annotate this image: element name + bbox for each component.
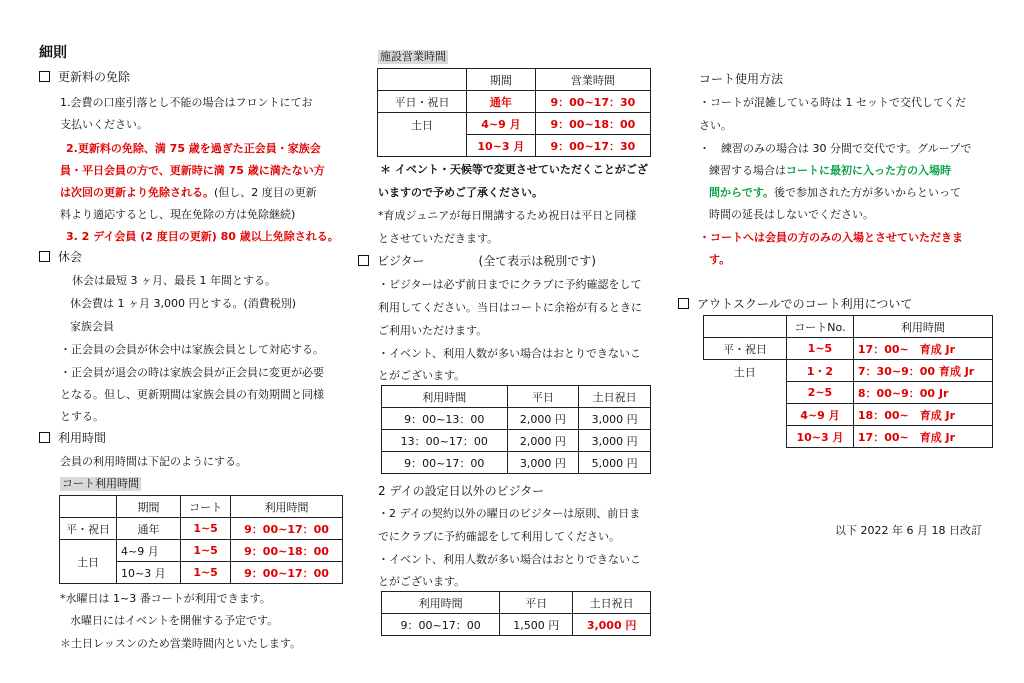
table-cell: 9：00~17：00 [382,614,500,636]
renewal-line: 料より適応するとし、現在免除の方は免除継続) [60,208,296,221]
table-header: 土日祝日 [573,592,651,614]
visitor-line: とがございます。 [378,369,466,382]
table-cell: 17：00~ 育成 Jr [853,338,992,360]
table-cell: 9：00~17：30 [535,91,650,113]
table-header: 利用時間 [231,496,343,518]
page-title: 細則 [39,45,67,61]
leave-line: 休会は最短 3 ヶ月、最長 1 年間とする。 [72,274,276,287]
table-cell: 3,000 円 [573,614,651,636]
table-header [704,316,787,338]
checkbox-icon [39,71,50,82]
twoday-line: ・イベント、利用人数が多い場合はおとりできないこ [378,553,642,566]
renewal-red-line [60,186,317,200]
checkbox-icon [39,432,50,443]
table-header: コート [181,496,231,518]
table-cell: 2~5 [787,382,854,404]
renewal-note: (但し、2 度目の更新 [214,186,317,199]
visitor-heading-text: ビジター [377,254,425,268]
table-row [378,91,651,113]
table-cell: 9：00~17：00 [382,452,508,474]
method-line: 時間の延長はしないでください。 [709,208,874,221]
renewal-heading-text: 更新料の免除 [58,70,131,84]
checkbox-icon [678,298,689,309]
table-cell: 平・祝日 [60,518,117,540]
table-cell: 10~3 月 [467,135,536,157]
twoday-heading: 2 デイの設定日以外のビジター [378,484,545,498]
method-line: ・コートが混雑している時は 1 セットで交代してくだ [699,96,966,109]
table-cell: 1~5 [181,518,231,540]
table-cell: 平日・祝日 [378,91,467,113]
table-cell: 13：00~17：00 [382,430,508,452]
method-red-line: す。 [709,253,731,266]
method-line [709,186,961,200]
table-header [378,69,467,91]
table-row [704,338,993,360]
table-header: コートNo. [787,316,854,338]
table-cell: 5,000 円 [579,452,651,474]
table-cell: 10~3 月 [117,562,181,584]
table-row [704,360,993,382]
table-header: 土日祝日 [579,386,651,408]
visitor-line: ・イベント、利用人数が多い場合はおとりできないこ [378,347,642,360]
outschool-table [703,315,993,448]
twoday-fee-table [381,591,651,636]
visitor-heading [358,254,596,268]
table-cell: 2,000 円 [507,430,579,452]
event-note: ＊ イベント・天候等で変更させていただくことがござ [380,163,648,176]
table-cell: 10~3 月 [787,426,854,448]
visitor-line: ・ビジターは必ず前日までにクラブに予約確認をして [378,278,642,291]
facility-hours-label: 施設営業時間 [380,50,446,63]
leave-line: となる。但し、更新期間は家族会員の有効期間と同様 [60,388,324,401]
twoday-line: ・2 デイの契約以外の曜日のビジターは原則、前日ま [378,507,641,520]
table-row [60,518,343,540]
table-cell: 9：00~13：00 [382,408,508,430]
table-cell: 9：00~17：00 [231,562,343,584]
table-cell: 土日 [704,360,787,448]
table-row [378,113,651,135]
revision-date: 以下 2022 年 6 月 18 日改訂 [835,524,982,537]
outschool-heading [678,297,912,311]
note-line: *水曜日は 1~3 番コートが利用できます。 [60,592,271,605]
table-cell: 平・祝日 [704,338,787,360]
renewal-heading [39,70,130,84]
table-header: 営業時間 [535,69,650,91]
table-cell: 17：00~ 育成 Jr [853,426,992,448]
table-cell: 8：00~9：00 Jr [853,382,992,404]
outschool-heading-text: アウトスクールでのコート利用について [697,297,913,311]
method-text: 後で参加された方が多いからといって [774,186,962,199]
method-green-text: コートに最初に入った方の入場時 [786,164,951,177]
table-row [382,430,651,452]
usage-heading-text: 利用時間 [58,431,107,445]
table-header: 期間 [117,496,181,518]
junior-note: *育成ジュニアが毎日開講するため祝日は平日と同様 [378,209,637,222]
method-line: さい。 [699,119,732,132]
table-cell: 9：00~17：00 [231,518,343,540]
table-cell: 4~9 月 [787,404,854,426]
visitor-tax-note: (全て表示は税別です) [478,254,596,268]
usage-intro: 会員の利用時間は下記のようにする。 [60,455,247,468]
table-row [382,452,651,474]
table-header: 平日 [500,592,573,614]
method-line: ・ 練習のみの場合は 30 分間で交代です。グループで [699,142,972,155]
renewal-line: 支払いください。 [60,118,148,131]
table-cell: 1,500 円 [500,614,573,636]
table-cell: 9：00~18：00 [231,540,343,562]
table-cell: 18：00~ 育成 Jr [853,404,992,426]
table-cell: 1・2 [787,360,854,382]
event-note: いますので予めご了承ください。 [378,186,543,199]
table-cell: 1~5 [787,338,854,360]
leave-line: 休会費は 1 ヶ月 3,000 円とする。(消費税別) [70,297,297,310]
renewal-red-line: 員・平日会員の方で、更新時に満 75 歳に満たない方 [60,164,325,177]
usage-heading [39,431,106,445]
checkbox-icon [39,251,50,262]
table-row [382,408,651,430]
note-line: 水曜日にはイベントを開催する予定です。 [70,614,279,627]
method-red-line: ・コートへは会員の方のみの入場とさせていただきま [699,231,963,244]
method-line [709,164,951,178]
table-row [382,614,651,636]
table-cell: 土日 [378,113,467,157]
leave-line: 家族会員 [70,320,114,333]
visitor-line: ご利用いただけます。 [378,324,488,337]
facility-hours-table [377,68,651,157]
visitor-fee-table [381,385,651,474]
table-cell: 通年 [467,91,536,113]
leave-heading-text: 休会 [58,250,83,264]
table-header: 期間 [467,69,536,91]
table-cell: 3,000 円 [507,452,579,474]
table-cell: 4~9 月 [117,540,181,562]
table-cell: 土日 [60,540,117,584]
table-cell: 3,000 円 [579,408,651,430]
table-cell: 7：30~9：00 育成 Jr [853,360,992,382]
table-cell: 9：00~18：00 [535,113,650,135]
court-usage-label: コート利用時間 [62,477,139,490]
court-usage-table [59,495,343,584]
table-cell: 1~5 [181,562,231,584]
renewal-red-line: 2.更新料の免除、満 75 歳を過ぎた正会員・家族会 [66,142,321,155]
table-cell: 2,000 円 [507,408,579,430]
renewal-red-text: は次回の更新より免除される。 [60,186,214,199]
renewal-red-line: 3. 2 デイ会員 (2 度目の更新) 80 歳以上免除される。 [66,230,339,243]
leave-line: ・正会員が退会の時は家族会員が正会員に変更が必要 [60,366,324,379]
table-header: 利用時間 [853,316,992,338]
twoday-line: でにクラブに予約確認をして利用してください。 [378,530,620,543]
renewal-line: 1.会費の口座引落とし不能の場合はフロントにてお [60,96,313,109]
checkbox-icon [358,255,369,266]
table-cell: 1~5 [181,540,231,562]
table-header [60,496,117,518]
court-method-heading: コート使用方法 [699,72,784,86]
table-cell: 4~9 月 [467,113,536,135]
method-text: 練習する場合は [709,164,786,177]
leave-line: ・正会員の会員が休会中は家族会員として対応する。 [60,343,324,356]
table-header: 平日 [507,386,579,408]
method-green-text: 間からです。 [709,186,775,199]
leave-line: とする。 [60,410,104,423]
note-line: ＊土日レッスンのため営業時間内といたします。 [60,637,302,650]
table-cell: 3,000 円 [579,430,651,452]
junior-note: とさせていただきます。 [378,232,499,245]
visitor-line: 利用してください。当日はコートに余裕が有るときに [378,301,642,314]
table-header: 利用時間 [382,592,500,614]
twoday-line: とがございます。 [378,575,466,588]
table-header: 利用時間 [382,386,508,408]
table-cell: 通年 [117,518,181,540]
table-row [60,540,343,562]
leave-heading [39,250,82,264]
table-cell: 9：00~17：30 [535,135,650,157]
